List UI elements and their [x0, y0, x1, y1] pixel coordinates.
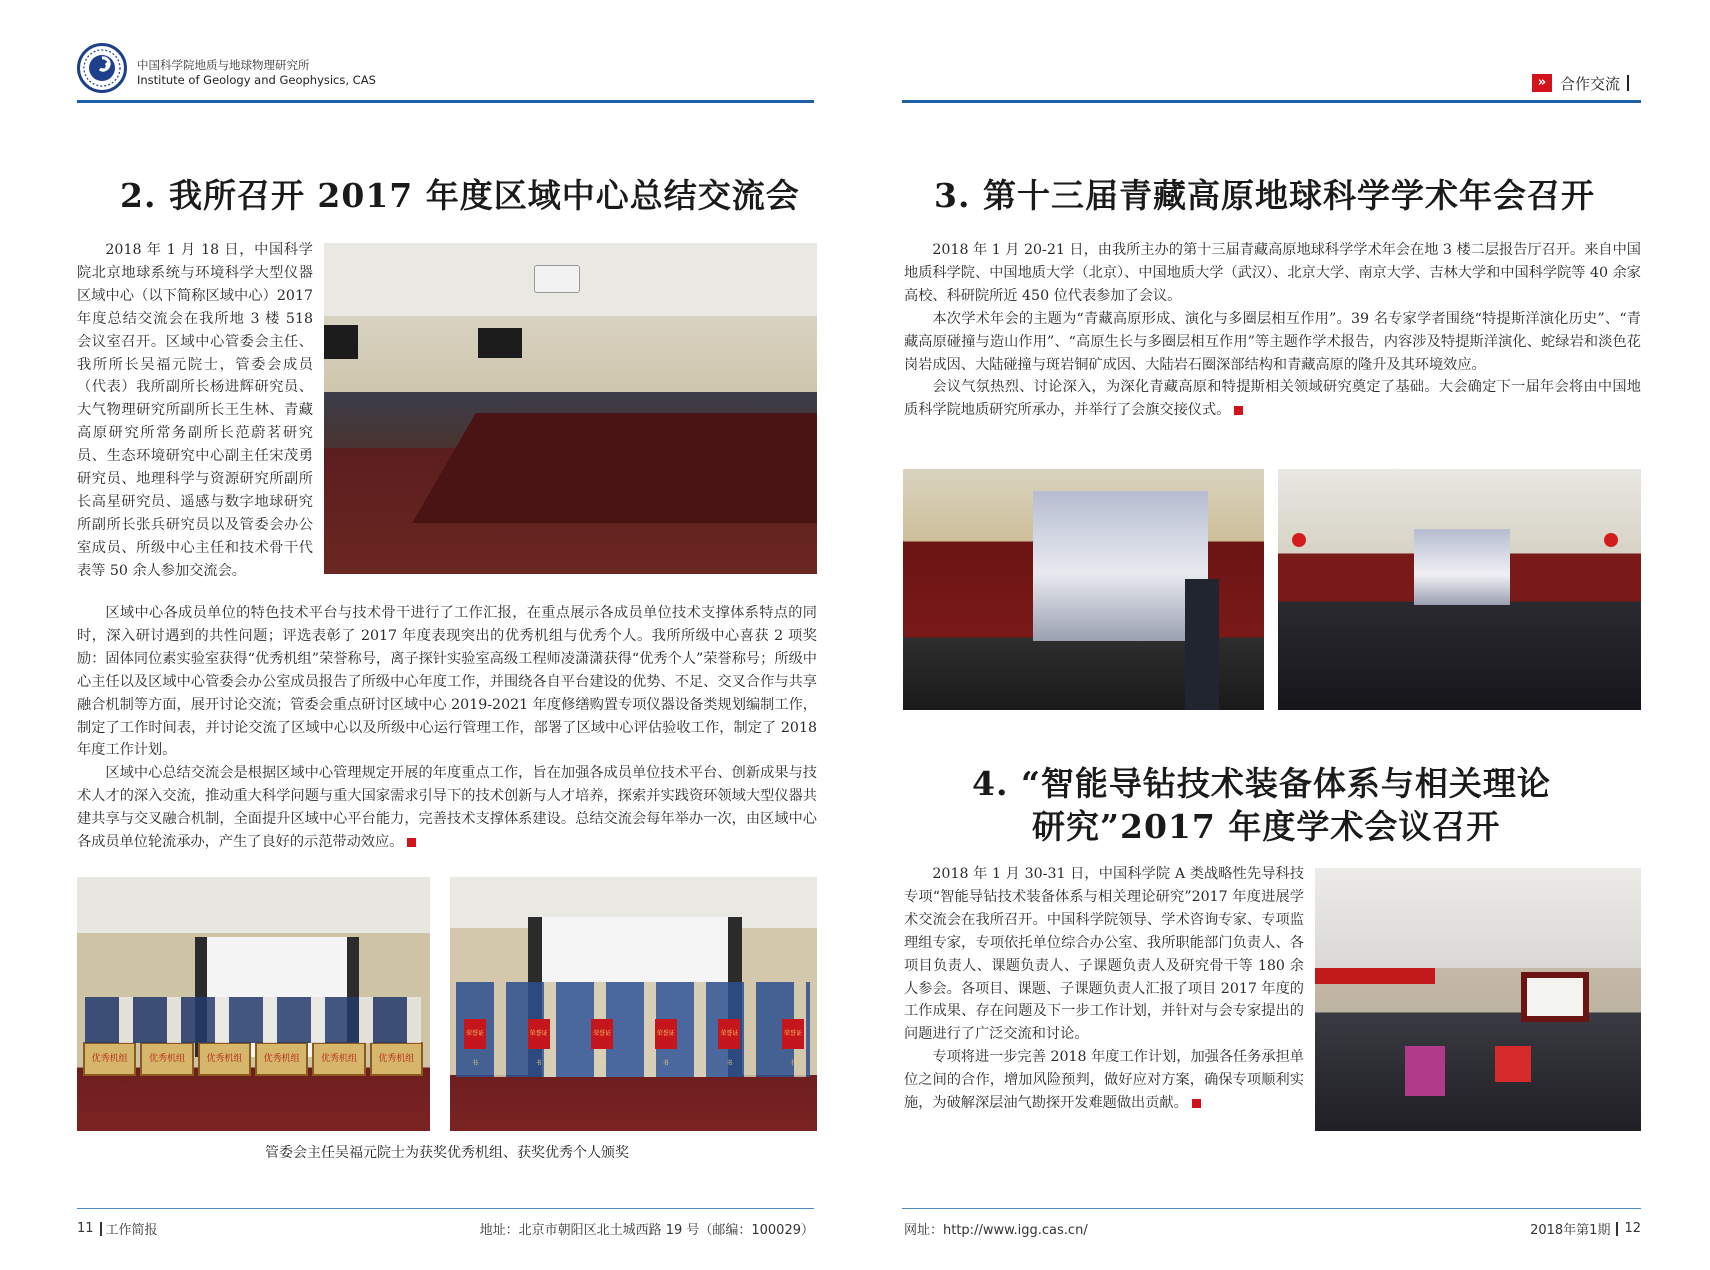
plaque: 优秀机组	[255, 1042, 308, 1076]
footer-left	[77, 1219, 158, 1238]
certificate: 荣誉证书	[718, 1019, 740, 1049]
speaker	[1185, 579, 1219, 710]
article3-para1: 2018 年 1 月 20-21 日，由我所主办的第十三届青藏高原地球科学学术年会在地 3 楼二层报告厅召开。来自中国地质科学院、中国地质大学（北京）、中国地质大学（武汉）、北京大学、南京大学、吉林大学和中国科学院等 40 余家高校、科研院所近 450 位代表参加了会议。	[904, 242, 1641, 304]
article2-para2: 区域中心各成员单位的特色技术平台与技术骨干进行了工作汇报，在重点展示各成员单位技术支撑体系特点的同时，深入研讨遇到的共性问题；评选表彰了 2017 年度表现突出的优秀机组与优秀个人。我所所级中心喜获 2 项奖励：固体同位素实验室获得“优秀机组”荣誉称号，离子探针实验室高级工程师凌潇潇获得“优秀个人”荣誉称号；所级中心主任以及区域中心管委会办公室成员报告了所级中心年度工作，并围绕各自平台建设的优势、不足、交叉合作与共享融合机制等方面，展开讨论交流；管委会重点研讨区域中心 2019-2021 年度修缮购置专项仪器设备类规划编制工作，制定了工作时间表，并讨论交流了区域中心以及所级中心运行管理工作，部署了区域中心评估验收工作，制定了 2018 年度工作计划。	[77, 605, 817, 759]
end-mark-icon	[1192, 1099, 1201, 1108]
plaque: 优秀机组	[198, 1042, 251, 1076]
award-photo-caption: 管委会主任吴福元院士为获奖优秀机组、获奖优秀个人颁奖	[265, 1145, 629, 1161]
plaque: 优秀机组	[83, 1042, 136, 1076]
award-photo-certificates	[450, 877, 817, 1131]
projection-screen	[1521, 972, 1589, 1022]
attendee-red	[1495, 1046, 1531, 1082]
publication-name: 工作简报	[105, 1223, 158, 1238]
institute-logo	[77, 43, 127, 93]
attendee-magenta	[1405, 1046, 1445, 1096]
drilling-conference-photo	[1315, 868, 1641, 1131]
symposium-speaker-photo	[903, 469, 1264, 710]
banner	[1315, 968, 1435, 984]
article2-intro	[77, 239, 313, 583]
certificate: 荣誉证书	[782, 1019, 804, 1049]
article2-intro-text: 2018 年 1 月 18 日，中国科学院北京地球系统与环境科学大型仪器区域中心（以下简称区域中心）2017 年度总结交流会在我所地 3 楼 518 会议室召开。区域中心管委会主任、我所所长吴福元院士，管委会成员（代表）我所副所长杨进辉研究员、大气物理研究所副所长王生林、青藏高原研究所常务副所长范蔚茗研究员、生态环境研究中心副主任宋茂勇研究员、地理科学与资源研究所副所长高星研究员、遥感与数字地球研究所副所长张兵研究员以及管委会办公室成员、所级中心主任和技术骨干代表等 50 余人参加交流会。	[77, 242, 313, 579]
article4-title-line1: 4. “智能导钻技术装备体系与相关理论	[972, 764, 1551, 803]
plaques-row	[83, 1042, 423, 1076]
footer-rule-right	[902, 1208, 1641, 1209]
plaque: 优秀机组	[312, 1042, 365, 1076]
plaque: 优秀机组	[140, 1042, 193, 1076]
article3-body	[904, 239, 1641, 422]
footer-separator	[100, 1222, 102, 1236]
article4-title-line2: 研究”2017 年度学术会议召开	[1032, 807, 1501, 846]
projection-screen	[1414, 529, 1510, 605]
symposium-audience-photo	[1278, 469, 1641, 710]
footer-rule-left	[77, 1208, 814, 1209]
lantern-decoration	[1292, 533, 1306, 547]
wall-tv	[478, 328, 522, 358]
certificate: 荣誉证书	[591, 1019, 613, 1049]
header-rule-right	[902, 100, 1641, 103]
page-number-left: 11	[77, 1221, 94, 1236]
end-mark-icon	[407, 838, 416, 847]
projector	[534, 265, 580, 293]
article3-para2: 本次学术年会的主题为“青藏高原形成、演化与多圈层相互作用”。39 名专家学者围绕“特提斯洋演化历史”、“青藏高原碰撞与造山作用”、“高原生长与多圈层相互作用”等主题作学术报告，内容涉及特提斯洋演化、蛇绿岩和淡色花岗岩成因、大陆碰撞与斑岩铜矿成因、大陆岩石圈深部结构和青藏高原的隆升及其环境效应。	[904, 310, 1641, 373]
plaque: 优秀机组	[370, 1042, 423, 1076]
article2-para3: 区域中心总结交流会是根据区域中心管理规定开展的年度重点工作，旨在加强各成员单位技术平台、创新成果与技术人才的深入交流，推动重大科学问题与重大国家需求引导下的技术创新与人才培养，探索并实践资环领域大型仪器共建共享与交叉融合机制，全面提升区域中心平台能力，完善技术支撑体系建设。总结交流会每年举办一次，由区域中心各成员单位轮流承办，产生了良好的示范带动效应。	[77, 765, 817, 851]
article2-title: 2. 我所召开 2017 年度区域中心总结交流会	[120, 176, 800, 215]
tag-separator	[1627, 75, 1629, 91]
article2-body	[77, 602, 817, 854]
certificates-row	[464, 1019, 804, 1067]
footer-separator	[1616, 1222, 1618, 1236]
header-rule-left	[77, 100, 814, 103]
certificate: 荣誉证书	[464, 1019, 486, 1049]
footer-address: 地址：北京市朝阳区北土城西路 19 号（邮编：100029）	[479, 1223, 814, 1238]
footer-right	[1530, 1219, 1641, 1238]
issue-label: 2018年第1期	[1530, 1223, 1611, 1238]
wall-tv	[324, 325, 358, 359]
logo-emblem-icon	[80, 46, 124, 90]
article4-para1: 2018 年 1 月 30-31 日，中国科学院 A 类战略性先导科技专项“智能导钻技术装备体系与相关理论研究”2017 年度进展学术交流会在我所召开。中国科学院领导、学术咨询专家、专项监理组专家，专项依托单位综合办公室、我所职能部门负责人、各项目负责人、课题负责人、子课题负责人及研究骨干等 180 余人参会。各项目、课题、子课题负责人汇报了项目 2017 年度的工作成果、存在问题及下一步工作计划，并针对与会专家提出的问题进行了广泛交流和讨论。	[904, 866, 1304, 1043]
article4-body	[904, 863, 1304, 1115]
certificate: 荣誉证书	[528, 1019, 550, 1049]
meeting-room-photo	[324, 243, 817, 574]
article3-para3: 会议气氛热烈、讨论深入，为深化青藏高原和特提斯相关领域研究奠定了基础。大会确定下一届年会将由中国地质科学院地质研究所承办，并举行了会旗交接仪式。	[904, 379, 1641, 419]
end-mark-icon	[1234, 406, 1243, 415]
award-photo-plaques	[77, 877, 430, 1131]
footer-website[interactable]: 网址：http://www.igg.cas.cn/	[904, 1223, 1088, 1238]
double-chevron-right-icon: »	[1532, 74, 1552, 92]
article3-title: 3. 第十三届青藏高原地球科学学术年会召开	[934, 176, 1595, 215]
conference-table	[412, 413, 817, 523]
section-tag	[1532, 73, 1629, 93]
lantern-decoration	[1604, 533, 1618, 547]
certificate: 荣誉证书	[655, 1019, 677, 1049]
projection-screen	[1033, 491, 1208, 641]
people-row	[85, 997, 421, 1043]
article4-para2: 专项将进一步完善 2018 年度工作计划，加强各任务承担单位之间的合作，增加风险预判，做好应对方案，确保专项顺利实施，为破解深层油气勘探开发难题做出贡献。	[904, 1049, 1304, 1112]
section-tag-label: 合作交流	[1560, 74, 1621, 93]
page-number-right: 12	[1624, 1221, 1641, 1236]
header-org-en: Institute of Geology and Geophysics, CAS	[137, 73, 376, 87]
header-org-cn: 中国科学院地质与地球物理研究所	[137, 58, 310, 72]
